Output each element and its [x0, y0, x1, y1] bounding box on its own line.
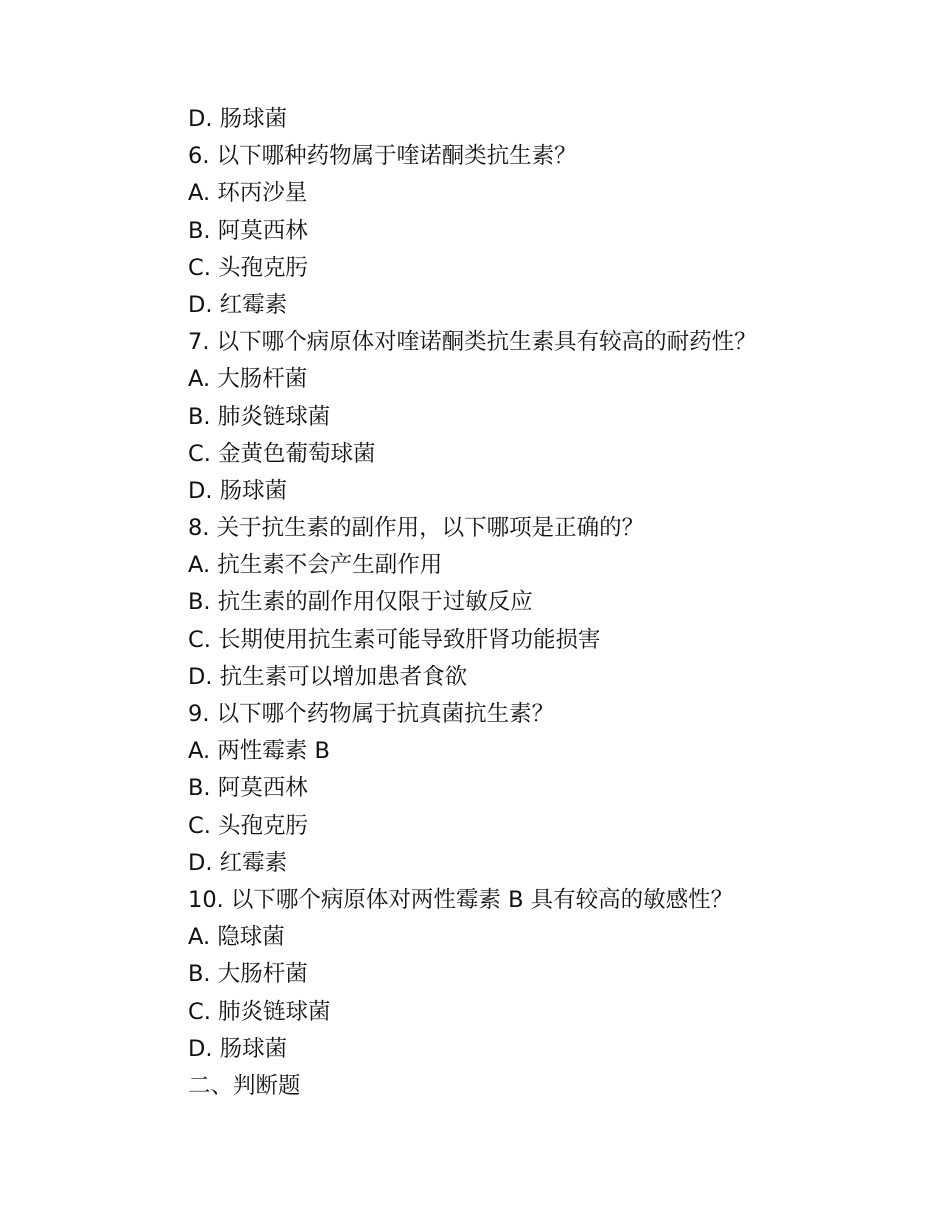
- option-d-q7: D. 肠球菌: [188, 477, 288, 504]
- option-b-q9: B. 阿莫西林: [188, 775, 308, 802]
- option-a-q7: A. 大肠杆菌: [188, 366, 308, 393]
- option-d-q6: D. 红霉素: [188, 291, 288, 318]
- option-c-q8: C. 长期使用抗生素可能导致肝肾功能损害: [188, 626, 601, 653]
- option-b-q10: B. 大肠杆菌: [188, 961, 308, 988]
- document-page: [188, 101, 888, 1105]
- question-8: 8. 关于抗生素的副作用，以下哪项是正确的？: [188, 515, 645, 542]
- question-9: 9. 以下哪个药物属于抗真菌抗生素？: [188, 701, 555, 727]
- question-10: 10. 以下哪个病原体对两性霉素 B 具有较高的敏感性？: [188, 886, 734, 913]
- option-c-q6: C. 头孢克肟: [188, 254, 309, 281]
- option-d-q10: D. 肠球菌: [188, 1035, 288, 1062]
- option-a-q8: A. 抗生素不会产生副作用: [188, 552, 443, 579]
- option-c-q10: C. 肺炎链球菌: [188, 998, 331, 1025]
- option-d-q8: D. 抗生素可以增加患者食欲: [188, 663, 468, 690]
- option-a-q6: A. 环丙沙星: [188, 180, 308, 207]
- option-b-q8: B. 抗生素的副作用仅限于过敏反应: [188, 589, 533, 616]
- option-b-q7: B. 肺炎链球菌: [188, 403, 331, 430]
- question-6: 6. 以下哪种药物属于喹诺酮类抗生素？: [188, 143, 577, 170]
- option-a-q9: A. 两性霉素 B: [188, 738, 330, 765]
- option-b-q6: B. 阿莫西林: [188, 217, 308, 244]
- option-d-q9: D. 红霉素: [188, 849, 288, 876]
- question-7: 7. 以下哪个病原体对喹诺酮类抗生素具有较高的耐药性？: [188, 329, 757, 356]
- option-c-q7: C. 金黄色葡萄球菌: [188, 440, 376, 467]
- option-d-q5: D. 肠球菌: [188, 106, 288, 132]
- option-a-q10: A. 隐球菌: [188, 924, 285, 951]
- option-c-q9: C. 头孢克肟: [188, 812, 309, 839]
- section-heading-true-false: 二、判断题: [188, 1072, 301, 1099]
